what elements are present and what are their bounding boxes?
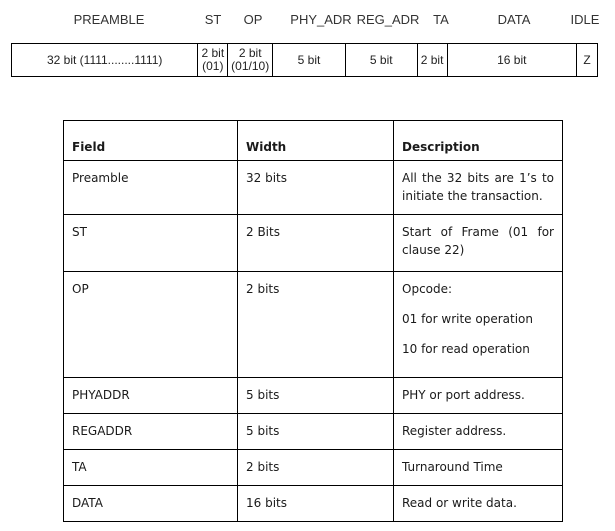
table-header-row <box>64 121 563 161</box>
frame-cell-preamble: 32 bit (1111........1111) <box>12 44 198 76</box>
description-text: Turnaround Time <box>402 460 503 474</box>
frame-header-op: OP <box>243 12 263 27</box>
field-cell: TA <box>64 450 238 486</box>
frame-header-data: DATA <box>497 12 531 27</box>
frame-header-reg-adr: REG_ADR <box>356 12 420 27</box>
field-cell: OP <box>64 272 238 378</box>
field-cell: REGADDR <box>64 414 238 450</box>
table-row <box>64 486 563 522</box>
frame-header-phy-adr: PHY_ADR <box>290 12 352 27</box>
frame-bit-row <box>11 43 598 77</box>
frame-cell-ta: 2 bit <box>418 44 448 76</box>
width-cell: 5 bits <box>238 378 394 414</box>
column-header-width: Width <box>238 121 394 161</box>
frame-header-row <box>0 12 615 32</box>
width-cell: 2 bits <box>238 450 394 486</box>
width-cell: 5 bits <box>238 414 394 450</box>
table-row <box>64 414 563 450</box>
table-row <box>64 272 563 378</box>
frame-cell-op <box>228 44 273 76</box>
description-cell <box>394 378 563 414</box>
frame-cell-data: 16 bit <box>448 44 578 76</box>
frame-cell-st-value: (01) <box>202 59 224 73</box>
description-text: Register address. <box>402 424 507 438</box>
description-cell <box>394 450 563 486</box>
description-text: 01 for write operation <box>402 312 533 326</box>
frame-header-st: ST <box>204 12 222 27</box>
description-text: Opcode: <box>402 282 453 296</box>
column-header-description: Description <box>394 121 563 161</box>
frame-cell-reg-adr: 5 bit <box>346 44 418 76</box>
field-table <box>63 120 563 522</box>
field-cell: DATA <box>64 486 238 522</box>
table-row <box>64 161 563 215</box>
description-text: Start of Frame (01 for clause 22) <box>402 225 554 257</box>
table-row <box>64 215 563 272</box>
frame-cell-idle: Z <box>583 53 591 67</box>
width-cell: 2 Bits <box>238 215 394 272</box>
description-cell <box>394 272 563 378</box>
frame-header-preamble: PREAMBLE <box>73 12 145 27</box>
frame-cell-op-value: (01/10) <box>231 59 270 73</box>
description-text: Read or write data. <box>402 496 517 510</box>
field-cell: ST <box>64 215 238 272</box>
width-cell: 16 bits <box>238 486 394 522</box>
description-text: PHY or port address. <box>402 388 525 402</box>
field-cell: Preamble <box>64 161 238 215</box>
frame-header-idle: IDLE <box>570 12 600 27</box>
frame-cell-st-bits: 2 bit <box>201 46 225 60</box>
frame-header-ta: TA <box>433 12 449 27</box>
frame-cell-st <box>198 44 228 76</box>
description-cell <box>394 215 563 272</box>
frame-cell-op-bits: 2 bit <box>238 46 262 60</box>
field-cell: PHYADDR <box>64 378 238 414</box>
width-cell: 2 bits <box>238 272 394 378</box>
table-row <box>64 378 563 414</box>
description-cell <box>394 161 563 215</box>
description-cell <box>394 414 563 450</box>
description-text: All the 32 bits are 1’s to initiate the transaction. <box>402 171 554 203</box>
frame-cell-phy-adr: 5 bit <box>273 44 346 76</box>
table-row <box>64 450 563 486</box>
description-cell <box>394 486 563 522</box>
width-cell: 32 bits <box>238 161 394 215</box>
description-text: 10 for read operation <box>402 342 530 356</box>
column-header-field: Field <box>64 121 238 161</box>
